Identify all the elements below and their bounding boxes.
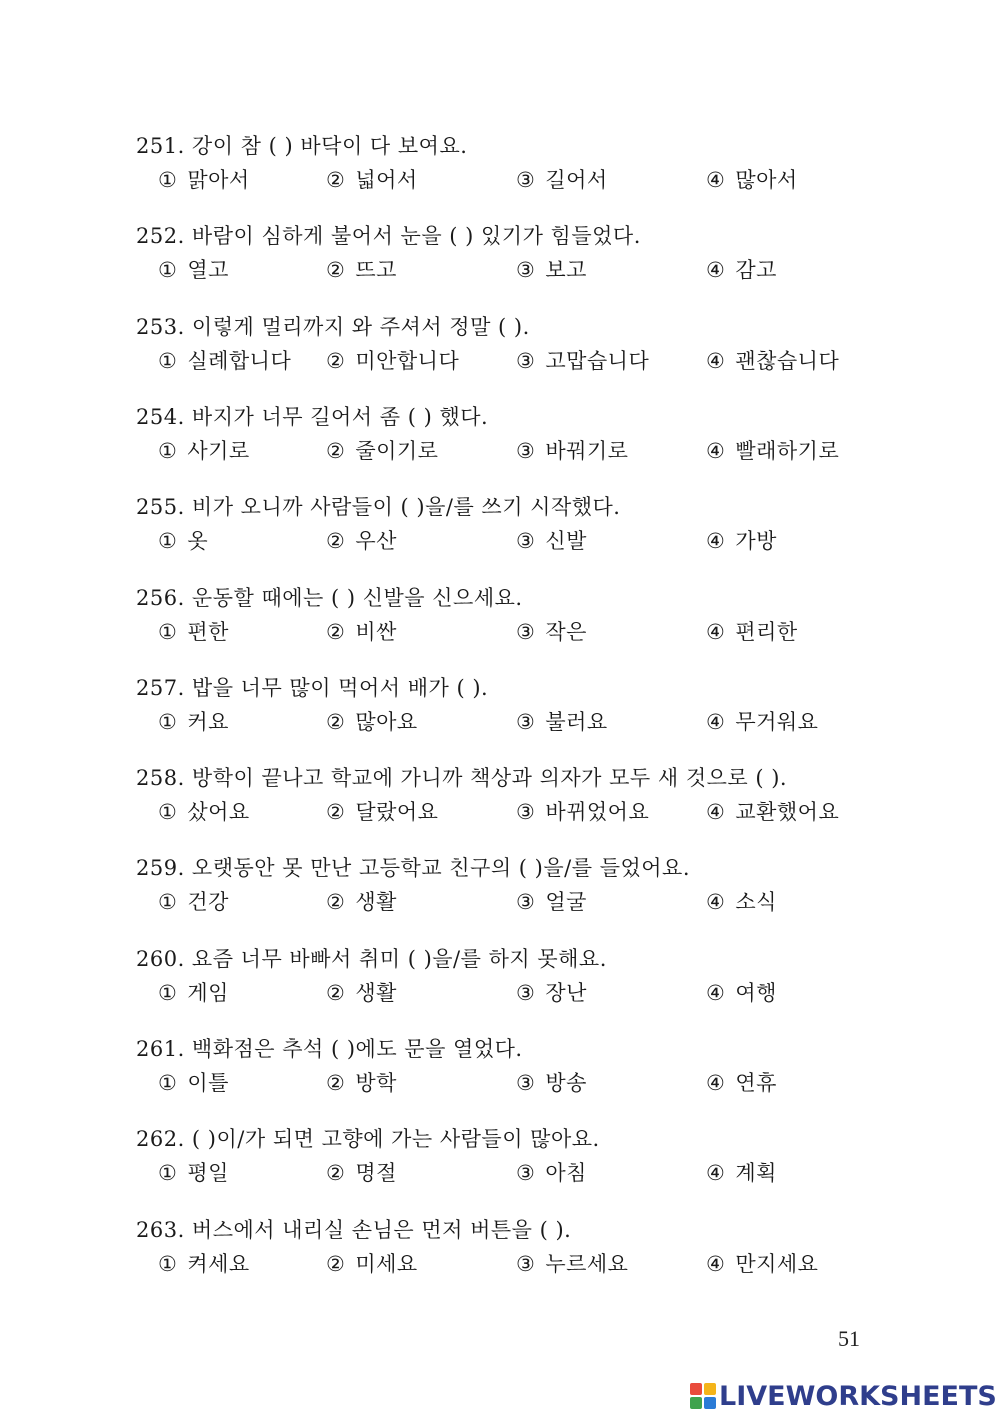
logo-block-v xyxy=(690,1397,702,1409)
option-label: 샀어요 xyxy=(187,800,250,824)
question-text: 256. 운동할 때에는 ( ) 신발을 신으세요. xyxy=(136,586,523,610)
option-label: 열고 xyxy=(187,258,229,282)
option-marker: ② xyxy=(326,1252,346,1276)
option-label: 바꿔기로 xyxy=(545,439,629,463)
question-item xyxy=(136,584,956,652)
answer-option-2[interactable] xyxy=(326,437,438,465)
option-marker: ③ xyxy=(516,1161,536,1185)
option-marker: ① xyxy=(158,620,178,644)
option-marker: ③ xyxy=(516,439,536,463)
option-marker: ② xyxy=(326,168,346,192)
answer-option-3[interactable] xyxy=(516,708,608,736)
answer-option-4[interactable] xyxy=(706,708,818,736)
answer-option-2[interactable] xyxy=(326,527,397,555)
question-text: 253. 이렇게 멀리까지 와 주셔서 정말 ( ). xyxy=(136,315,530,339)
option-label: 교환했어요 xyxy=(735,800,840,824)
answer-option-2[interactable] xyxy=(326,798,438,826)
option-marker: ③ xyxy=(516,710,536,734)
answer-option-4[interactable] xyxy=(706,527,777,555)
option-label: 얼굴 xyxy=(545,890,587,914)
option-label: 명절 xyxy=(355,1161,397,1185)
answer-option-4[interactable] xyxy=(706,1069,777,1097)
answer-option-3[interactable] xyxy=(516,256,587,284)
answer-options xyxy=(136,1069,956,1103)
option-marker: ③ xyxy=(516,168,536,192)
option-marker: ① xyxy=(158,890,178,914)
answer-option-4[interactable] xyxy=(706,1159,777,1187)
answer-options xyxy=(136,166,956,200)
option-label: 비싼 xyxy=(355,620,397,644)
option-label: 뜨고 xyxy=(355,258,397,282)
answer-option-2[interactable] xyxy=(326,979,397,1007)
question-text: 252. 바람이 심하게 불어서 눈을 ( ) 있기가 힘들었다. xyxy=(136,224,641,248)
option-marker: ③ xyxy=(516,981,536,1005)
option-marker: ② xyxy=(326,349,346,373)
option-label: 길어서 xyxy=(545,168,608,192)
option-marker: ① xyxy=(158,1071,178,1095)
option-label: 아침 xyxy=(545,1161,587,1185)
answer-option-1[interactable] xyxy=(158,256,229,284)
answer-option-2[interactable] xyxy=(326,1159,397,1187)
option-marker: ② xyxy=(326,800,346,824)
answer-option-3[interactable] xyxy=(516,888,587,916)
option-marker: ④ xyxy=(706,529,726,553)
question-item xyxy=(136,1035,956,1103)
answer-option-2[interactable] xyxy=(326,256,397,284)
option-marker: ① xyxy=(158,981,178,1005)
option-label: 커요 xyxy=(187,710,229,734)
answer-option-1[interactable] xyxy=(158,527,208,555)
answer-option-3[interactable] xyxy=(516,1069,587,1097)
answer-option-1[interactable] xyxy=(158,1069,229,1097)
option-label: 감고 xyxy=(735,258,777,282)
option-label: 게임 xyxy=(187,981,229,1005)
option-label: 실례합니다 xyxy=(187,349,292,373)
option-marker: ③ xyxy=(516,890,536,914)
option-label: 맑아서 xyxy=(187,168,250,192)
option-label: 장난 xyxy=(545,981,587,1005)
option-label: 달랐어요 xyxy=(355,800,439,824)
logo-block-i xyxy=(704,1383,716,1395)
answer-options xyxy=(136,256,956,290)
option-marker: ④ xyxy=(706,620,726,644)
answer-option-3[interactable] xyxy=(516,979,587,1007)
question-text: 254. 바지가 너무 길어서 좀 ( ) 했다. xyxy=(136,405,489,429)
option-marker: ③ xyxy=(516,258,536,282)
brand-name: LIVEWORKSHEETS xyxy=(719,1380,997,1412)
option-label: 방학 xyxy=(355,1071,397,1095)
option-label: 만지세요 xyxy=(735,1252,819,1276)
option-label: 신발 xyxy=(545,529,587,553)
option-marker: ④ xyxy=(706,890,726,914)
answer-option-3[interactable] xyxy=(516,798,649,826)
option-label: 이틀 xyxy=(187,1071,229,1095)
option-marker: ② xyxy=(326,439,346,463)
option-marker: ① xyxy=(158,529,178,553)
answer-options xyxy=(136,888,956,922)
question-text: 257. 밥을 너무 많이 먹어서 배가 ( ). xyxy=(136,676,489,700)
option-marker: ④ xyxy=(706,439,726,463)
option-label: 편한 xyxy=(187,620,229,644)
answer-options xyxy=(136,798,956,832)
answer-options xyxy=(136,1250,956,1284)
answer-options xyxy=(136,618,956,652)
answer-option-3[interactable] xyxy=(516,618,587,646)
logo-block-e xyxy=(704,1397,716,1409)
answer-option-1[interactable] xyxy=(158,979,229,1007)
option-marker: ③ xyxy=(516,349,536,373)
option-label: 많아요 xyxy=(355,710,418,734)
question-item xyxy=(136,222,956,290)
answer-option-1[interactable] xyxy=(158,618,229,646)
question-item xyxy=(136,313,956,381)
option-marker: ④ xyxy=(706,800,726,824)
question-text: 261. 백화점은 추석 ( )에도 문을 열었다. xyxy=(136,1037,523,1061)
answer-option-3[interactable] xyxy=(516,166,608,194)
option-label: 빨래하기로 xyxy=(735,439,840,463)
option-marker: ③ xyxy=(516,800,536,824)
option-marker: ① xyxy=(158,800,178,824)
answer-option-1[interactable] xyxy=(158,347,291,375)
option-label: 가방 xyxy=(735,529,777,553)
option-marker: ① xyxy=(158,1161,178,1185)
option-marker: ② xyxy=(326,1161,346,1185)
answer-option-2[interactable] xyxy=(326,1250,418,1278)
logo-block-l xyxy=(690,1383,702,1395)
question-item xyxy=(136,764,956,832)
question-item xyxy=(136,1216,956,1284)
answer-options xyxy=(136,979,956,1013)
option-marker: ① xyxy=(158,258,178,282)
option-label: 생활 xyxy=(355,890,397,914)
answer-option-1[interactable] xyxy=(158,437,250,465)
option-marker: ① xyxy=(158,168,178,192)
answer-option-4[interactable] xyxy=(706,1250,818,1278)
question-item xyxy=(136,945,956,1013)
option-label: 줄이기로 xyxy=(355,439,439,463)
option-label: 보고 xyxy=(545,258,587,282)
answer-option-3[interactable] xyxy=(516,1159,587,1187)
answer-option-2[interactable] xyxy=(326,708,418,736)
option-marker: ④ xyxy=(706,1252,726,1276)
answer-option-4[interactable] xyxy=(706,256,777,284)
option-marker: ③ xyxy=(516,620,536,644)
answer-option-2[interactable] xyxy=(326,347,459,375)
option-label: 불러요 xyxy=(545,710,608,734)
option-marker: ② xyxy=(326,529,346,553)
option-label: 작은 xyxy=(545,620,587,644)
answer-option-1[interactable] xyxy=(158,708,229,736)
answer-option-1[interactable] xyxy=(158,1250,250,1278)
answer-options xyxy=(136,1159,956,1193)
option-label: 우산 xyxy=(355,529,397,553)
answer-option-2[interactable] xyxy=(326,1069,397,1097)
question-item xyxy=(136,403,956,471)
question-item xyxy=(136,1125,956,1193)
option-label: 고맙습니다 xyxy=(545,349,650,373)
question-text: 255. 비가 오니까 사람들이 ( )을/를 쓰기 시작했다. xyxy=(136,495,621,519)
option-label: 계획 xyxy=(735,1161,777,1185)
option-label: 켜세요 xyxy=(187,1252,250,1276)
answer-options xyxy=(136,527,956,561)
answer-option-1[interactable] xyxy=(158,798,250,826)
option-label: 누르세요 xyxy=(545,1252,629,1276)
answer-option-4[interactable] xyxy=(706,618,798,646)
option-label: 넓어서 xyxy=(355,168,418,192)
option-label: 편리한 xyxy=(735,620,798,644)
answer-option-1[interactable] xyxy=(158,166,250,194)
option-label: 사기로 xyxy=(187,439,250,463)
option-marker: ③ xyxy=(516,1252,536,1276)
option-marker: ② xyxy=(326,1071,346,1095)
option-marker: ④ xyxy=(706,1161,726,1185)
option-label: 괜찮습니다 xyxy=(735,349,840,373)
question-item xyxy=(136,674,956,742)
option-label: 소식 xyxy=(735,890,777,914)
answer-option-4[interactable] xyxy=(706,888,777,916)
answer-option-4[interactable] xyxy=(706,347,839,375)
option-marker: ③ xyxy=(516,529,536,553)
option-label: 생활 xyxy=(355,981,397,1005)
option-label: 여행 xyxy=(735,981,777,1005)
answer-option-2[interactable] xyxy=(326,618,397,646)
option-marker: ① xyxy=(158,439,178,463)
question-text: 263. 버스에서 내리실 손님은 먼저 버튼을 ( ). xyxy=(136,1218,572,1242)
question-text: 251. 강이 참 ( ) 바닥이 다 보여요. xyxy=(136,134,468,158)
answer-option-3[interactable] xyxy=(516,527,587,555)
answer-option-2[interactable] xyxy=(326,166,418,194)
question-item xyxy=(136,493,956,561)
option-marker: ② xyxy=(326,258,346,282)
question-text: 262. ( )이/가 되면 고향에 가는 사람들이 많아요. xyxy=(136,1127,600,1151)
option-marker: ② xyxy=(326,981,346,1005)
liveworksheets-logo[interactable] xyxy=(690,1380,997,1412)
option-label: 많아서 xyxy=(735,168,798,192)
brand-logo-icon xyxy=(690,1383,716,1409)
option-marker: ② xyxy=(326,710,346,734)
option-label: 방송 xyxy=(545,1071,587,1095)
option-label: 미안합니다 xyxy=(355,349,460,373)
question-item xyxy=(136,132,956,200)
answer-option-4[interactable] xyxy=(706,979,777,1007)
option-label: 옷 xyxy=(187,529,209,553)
option-marker: ③ xyxy=(516,1071,536,1095)
option-label: 바뀌었어요 xyxy=(545,800,650,824)
option-label: 건강 xyxy=(187,890,229,914)
answer-option-4[interactable] xyxy=(706,437,839,465)
option-marker: ② xyxy=(326,890,346,914)
answer-option-1[interactable] xyxy=(158,888,229,916)
answer-option-3[interactable] xyxy=(516,1250,628,1278)
option-marker: ① xyxy=(158,1252,178,1276)
option-marker: ① xyxy=(158,349,178,373)
option-marker: ④ xyxy=(706,349,726,373)
question-text: 260. 요즘 너무 바빠서 취미 ( )을/를 하지 못해요. xyxy=(136,947,607,971)
option-marker: ② xyxy=(326,620,346,644)
option-marker: ④ xyxy=(706,168,726,192)
answer-option-4[interactable] xyxy=(706,166,798,194)
answer-option-4[interactable] xyxy=(706,798,839,826)
answer-option-3[interactable] xyxy=(516,347,649,375)
answer-option-3[interactable] xyxy=(516,437,628,465)
option-marker: ④ xyxy=(706,1071,726,1095)
option-label: 무거워요 xyxy=(735,710,819,734)
answer-option-1[interactable] xyxy=(158,1159,229,1187)
question-text: 258. 방학이 끝나고 학교에 가니까 책상과 의자가 모두 새 것으로 ( ). xyxy=(136,766,788,790)
option-marker: ④ xyxy=(706,258,726,282)
option-label: 미세요 xyxy=(355,1252,418,1276)
option-marker: ④ xyxy=(706,710,726,734)
option-marker: ① xyxy=(158,710,178,734)
answer-options xyxy=(136,708,956,742)
question-item xyxy=(136,854,956,922)
answer-options xyxy=(136,437,956,471)
answer-options xyxy=(136,347,956,381)
option-marker: ④ xyxy=(706,981,726,1005)
question-text: 259. 오랫동안 못 만난 고등학교 친구의 ( )을/를 들었어요. xyxy=(136,856,691,880)
option-label: 평일 xyxy=(187,1161,229,1185)
answer-option-2[interactable] xyxy=(326,888,397,916)
page-number: 51 xyxy=(838,1326,860,1351)
option-label: 연휴 xyxy=(735,1071,777,1095)
